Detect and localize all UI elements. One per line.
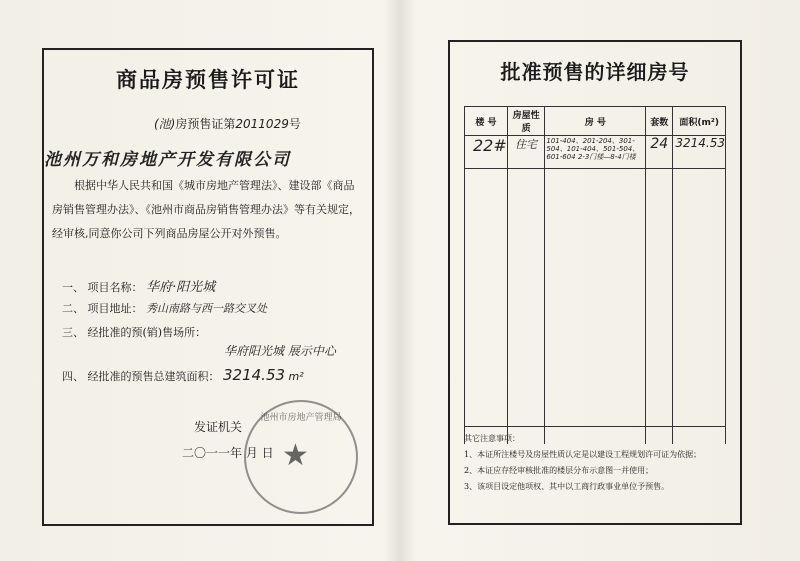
- sales-location-line: [62, 324, 206, 340]
- notes-title: 其它注意事项：: [464, 434, 520, 443]
- header-type: 房屋性质: [507, 107, 545, 136]
- row-building: 22#: [465, 136, 508, 169]
- presale-license-page: [42, 48, 374, 526]
- sales-location-label: 三、 经批准的预(销)售场所：: [62, 326, 207, 339]
- approved-units-page: [448, 40, 742, 525]
- header-unit-numbers: 房 号: [545, 107, 646, 136]
- cert-label: 房预售证第: [175, 117, 236, 131]
- row-type: 住宅: [507, 136, 545, 169]
- sales-location-value: 华府阳光城 展示中心: [224, 344, 336, 358]
- table-row: [465, 136, 726, 169]
- company-name: 池州万和房地产开发有限公司: [44, 150, 291, 170]
- units-title: 批准预售的详细房号: [500, 60, 690, 84]
- note-3: 3、该项目设定他项权、其中以工商行政事业单位予预售。: [464, 482, 670, 491]
- certificate-number: [154, 115, 301, 132]
- total-area-label: 四、 经批准的预售总建筑面积：: [62, 370, 220, 383]
- row-area: 3214.53: [673, 136, 726, 169]
- issuing-authority-label: 发证机关: [194, 420, 243, 434]
- project-address-line: [62, 300, 267, 316]
- total-area-unit: m²: [288, 370, 304, 383]
- cert-number: 2011029: [235, 117, 289, 131]
- header-sets: 套数: [646, 107, 673, 136]
- notes-section: [464, 426, 726, 495]
- project-address-value: 秀山南路与西一路交叉处: [146, 302, 267, 315]
- note-1: 1、本证所注楼号及房屋性质认定是以建设工程规划许可证为依据；: [464, 450, 702, 459]
- total-area-value: 3214.53: [223, 366, 286, 384]
- units-table: [464, 106, 726, 444]
- note-2: 2、本证应存经审核批准的楼层分布示意图一并使用；: [464, 466, 654, 475]
- project-name-line: [62, 276, 215, 295]
- total-area-line: [62, 366, 304, 384]
- license-title: 商品房预售许可证: [116, 68, 300, 92]
- header-area: 面积(m²): [673, 107, 726, 136]
- cert-prefix: (池): [154, 117, 176, 131]
- legal-basis-paragraph: 根据中华人民共和国《城市房地产管理法》、建设部《商品房销售管理办法》、《池州市商品房销售管理办法》等有关规定，经审核,同意你公司下列商品房屋公开对外预售。: [52, 179, 360, 240]
- project-address-label: 二、 项目地址：: [62, 302, 143, 315]
- star-icon: ★: [282, 438, 309, 473]
- header-building: 楼 号: [465, 107, 508, 136]
- seal-text: 池州市房地产管理局: [260, 413, 342, 423]
- table-header-row: [465, 107, 726, 136]
- table-blank-row: [465, 169, 726, 445]
- project-name-value: 华府·阳光城: [146, 280, 216, 295]
- project-name-label: 一、 项目名称：: [62, 281, 143, 294]
- row-sets: 24: [646, 136, 673, 169]
- cert-suffix: 号: [288, 117, 301, 131]
- row-unit-numbers: 101-404、201-204、301-504、101-404、501-504、601-604 2-3门楼—8-4门楼: [545, 136, 646, 169]
- official-seal: [244, 400, 358, 514]
- issue-date: 二〇一一年 月 日: [182, 446, 274, 460]
